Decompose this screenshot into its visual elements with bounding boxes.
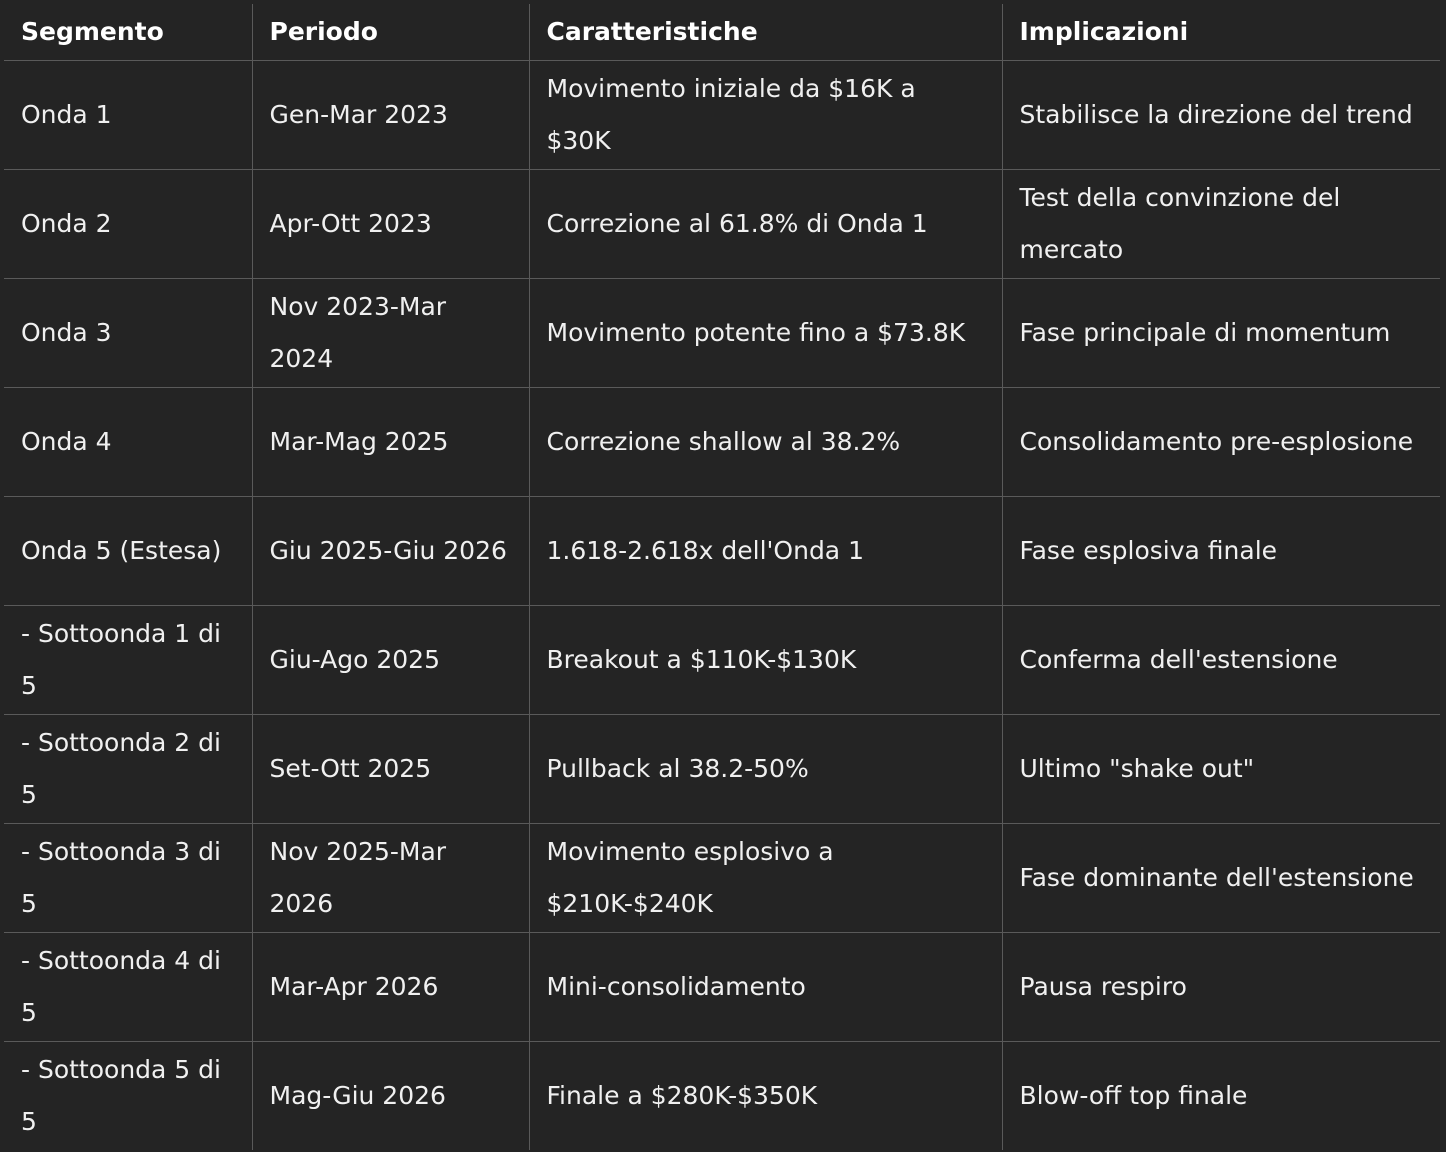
cell-segmento: Onda 5 (Estesa) [4, 497, 252, 606]
table-row [4, 497, 1440, 606]
cell-implicazioni: Fase principale di momentum [1002, 279, 1440, 388]
cell-segmento: - Sottoonda 5 di 5 [4, 1042, 252, 1151]
cell-periodo: Gen-Mar 2023 [252, 61, 529, 170]
table-row [4, 170, 1440, 279]
cell-caratteristiche: Movimento potente fino a $73.8K [529, 279, 1002, 388]
cell-segmento: - Sottoonda 2 di 5 [4, 715, 252, 824]
cell-caratteristiche: Mini-consolidamento [529, 933, 1002, 1042]
cell-caratteristiche: Movimento iniziale da $16K a $30K [529, 61, 1002, 170]
cell-periodo: Nov 2023-Mar 2024 [252, 279, 529, 388]
cell-segmento: - Sottoonda 1 di 5 [4, 606, 252, 715]
table-row [4, 1042, 1440, 1151]
cell-periodo: Apr-Ott 2023 [252, 170, 529, 279]
table-row [4, 824, 1440, 933]
cell-implicazioni: Blow-off top finale [1002, 1042, 1440, 1151]
page-bottom-strip [0, 1152, 1446, 1172]
cell-implicazioni: Conferma dell'estensione [1002, 606, 1440, 715]
cell-caratteristiche: 1.618-2.618x dell'Onda 1 [529, 497, 1002, 606]
cell-caratteristiche: Movimento esplosivo a $210K-$240K [529, 824, 1002, 933]
cell-caratteristiche: Finale a $280K-$350K [529, 1042, 1002, 1151]
header-segmento: Segmento [4, 4, 252, 61]
cell-caratteristiche: Pullback al 38.2-50% [529, 715, 1002, 824]
cell-caratteristiche: Correzione al 61.8% di Onda 1 [529, 170, 1002, 279]
header-caratteristiche: Caratteristiche [529, 4, 1002, 61]
cell-segmento: Onda 4 [4, 388, 252, 497]
cell-implicazioni: Pausa respiro [1002, 933, 1440, 1042]
cell-implicazioni: Fase esplosiva finale [1002, 497, 1440, 606]
cell-implicazioni: Ultimo "shake out" [1002, 715, 1440, 824]
cell-segmento: Onda 3 [4, 279, 252, 388]
cell-periodo: Giu 2025-Giu 2026 [252, 497, 529, 606]
cell-periodo: Mar-Apr 2026 [252, 933, 529, 1042]
cell-periodo: Mag-Giu 2026 [252, 1042, 529, 1151]
header-periodo: Periodo [252, 4, 529, 61]
table-row [4, 388, 1440, 497]
table-row [4, 606, 1440, 715]
cell-periodo: Nov 2025-Mar 2026 [252, 824, 529, 933]
cell-implicazioni: Test della convinzione del mercato [1002, 170, 1440, 279]
table-row [4, 61, 1440, 170]
cell-caratteristiche: Breakout a $110K-$130K [529, 606, 1002, 715]
cell-implicazioni: Consolidamento pre-esplosione [1002, 388, 1440, 497]
table-row [4, 933, 1440, 1042]
cell-segmento: - Sottoonda 4 di 5 [4, 933, 252, 1042]
table-row [4, 715, 1440, 824]
elliott-wave-table [4, 4, 1440, 1150]
cell-caratteristiche: Correzione shallow al 38.2% [529, 388, 1002, 497]
cell-segmento: Onda 1 [4, 61, 252, 170]
table-row [4, 279, 1440, 388]
cell-segmento: Onda 2 [4, 170, 252, 279]
cell-implicazioni: Fase dominante dell'estensione [1002, 824, 1440, 933]
table-header-row [4, 4, 1440, 61]
header-implicazioni: Implicazioni [1002, 4, 1440, 61]
cell-periodo: Mar-Mag 2025 [252, 388, 529, 497]
cell-segmento: - Sottoonda 3 di 5 [4, 824, 252, 933]
cell-periodo: Giu-Ago 2025 [252, 606, 529, 715]
cell-implicazioni: Stabilisce la direzione del trend [1002, 61, 1440, 170]
cell-periodo: Set-Ott 2025 [252, 715, 529, 824]
